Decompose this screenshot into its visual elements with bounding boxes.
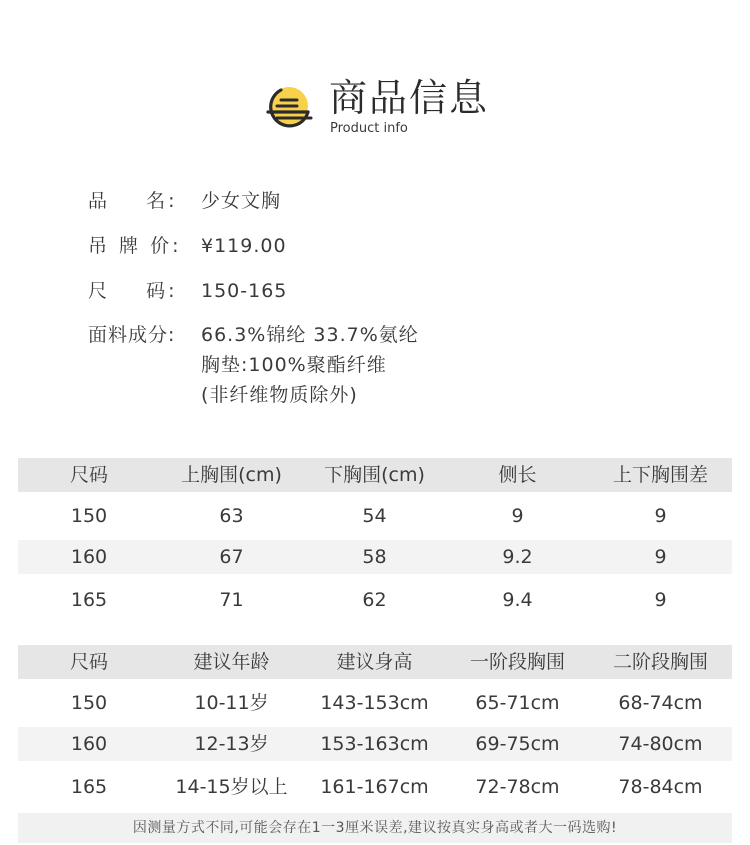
table-cell: 54: [362, 505, 387, 527]
table-row: [18, 686, 732, 720]
table-header-cell: 建议身高: [336, 651, 413, 673]
info-label-price: 吊 牌 价:: [88, 235, 182, 257]
table-header-row: [18, 645, 732, 679]
table-cell: 14-15岁以上: [175, 776, 288, 798]
table-header-cell: 建议年龄: [193, 651, 270, 673]
table-cell: 165: [70, 589, 108, 611]
table-cell: 74-80cm: [618, 733, 703, 755]
table-header-cell: 上下胸围差: [612, 464, 708, 486]
table-cell: 165: [70, 776, 108, 798]
table-header-cell: 尺码: [69, 464, 108, 486]
info-label-name: 品 名:: [88, 190, 178, 212]
info-value-name: 少女文胸: [201, 190, 282, 212]
measurement-note: 因测量方式不同,可能会存在1一3厘米误差,建议按真实身高或者大一码选购!: [18, 813, 732, 843]
table-cell: 72-78cm: [475, 776, 560, 798]
table-header-cell: 侧长: [498, 464, 537, 486]
menu-lines-icon: [263, 84, 313, 132]
table-row: [18, 499, 732, 533]
info-value-fabric-2: 胸垫:100%聚酯纤维: [201, 354, 387, 376]
table-cell: 65-71cm: [475, 692, 560, 714]
table-cell: 150: [70, 692, 108, 714]
section-header: [263, 74, 523, 138]
table-cell: 9: [511, 505, 524, 527]
table-cell: 9.4: [502, 589, 533, 611]
table-header-row: [18, 458, 732, 492]
table-cell: 58: [362, 546, 387, 568]
table-cell: 62: [362, 589, 387, 611]
table-cell: 160: [70, 733, 108, 755]
table-cell: 153-163cm: [320, 733, 429, 755]
table-cell: 69-75cm: [475, 733, 560, 755]
info-value-fabric-3: (非纤维物质除外): [201, 384, 358, 406]
table-cell: 10-11岁: [194, 692, 269, 714]
info-value-size: 150-165: [201, 280, 288, 302]
table-cell: 71: [219, 589, 244, 611]
table-row: [18, 540, 732, 574]
info-label-fabric: 面料成分:: [88, 324, 176, 346]
page-title: 商品信息: [329, 76, 490, 120]
table-header-cell: 二阶段胸围: [612, 651, 708, 673]
table-header-cell: 上胸围(cm): [181, 464, 282, 486]
table-row: [18, 727, 732, 761]
table-cell: 160: [70, 546, 108, 568]
table-header-cell: 尺码: [69, 651, 108, 673]
table-cell: 143-153cm: [320, 692, 429, 714]
page-subtitle: Product info: [330, 121, 408, 136]
table-cell: 9: [654, 546, 667, 568]
info-label-size: 尺 码:: [88, 280, 178, 302]
table-row: [18, 583, 732, 617]
table-cell: 63: [219, 505, 244, 527]
table-header-cell: 一阶段胸围: [469, 651, 565, 673]
table-cell: 9: [654, 589, 667, 611]
info-value-fabric-1: 66.3%锦纶 33.7%氨纶: [201, 324, 419, 346]
table-cell: 67: [219, 546, 244, 568]
table-cell: 9: [654, 505, 667, 527]
table-cell: 12-13岁: [194, 733, 269, 755]
table-cell: 161-167cm: [320, 776, 429, 798]
table-cell: 78-84cm: [618, 776, 703, 798]
table-cell: 68-74cm: [618, 692, 703, 714]
info-value-price: ¥119.00: [201, 235, 287, 257]
table-cell: 9.2: [502, 546, 533, 568]
table-row: [18, 770, 732, 804]
table-header-cell: 下胸围(cm): [324, 464, 425, 486]
table-cell: 150: [70, 505, 108, 527]
